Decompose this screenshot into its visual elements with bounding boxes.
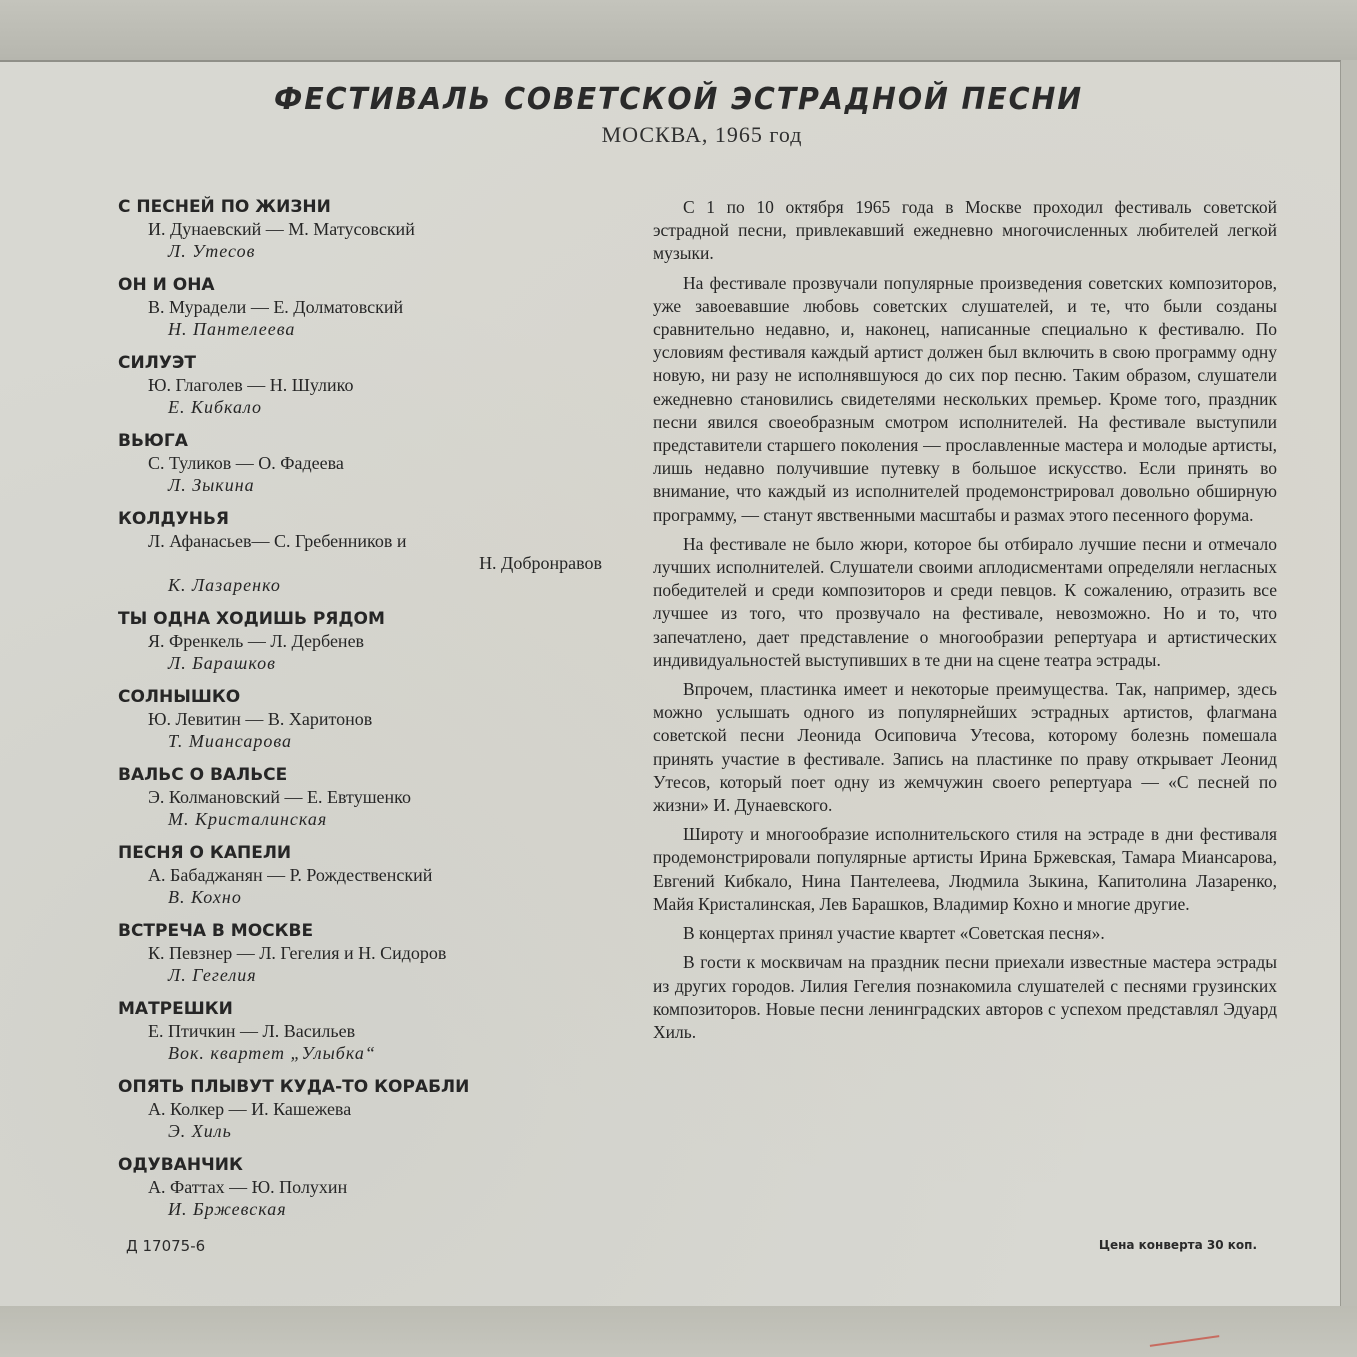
track-title: ОН И ОНА: [118, 275, 215, 295]
track-performer: М. Кристалинская: [168, 809, 328, 829]
sleeve-price: Цена конверта 30 коп.: [1098, 1238, 1257, 1252]
track-authors: В. Мурадели — Е. Долматовский: [148, 297, 404, 317]
track-title: ВАЛЬС О ВАЛЬСЕ: [118, 765, 288, 785]
track-item: [118, 608, 618, 675]
track-performer: Е. Кибкало: [168, 397, 263, 417]
track-performer: К. Лазаренко: [168, 575, 281, 595]
track-title: С ПЕСНЕЙ ПО ЖИЗНИ: [118, 197, 331, 217]
track-authors: А. Фаттах — Ю. Полухин: [148, 1177, 348, 1197]
track-title: ВСТРЕЧА В МОСКВЕ: [118, 921, 314, 941]
track-item: [118, 920, 618, 987]
track-item: [118, 842, 618, 909]
track-title: СИЛУЭТ: [118, 353, 197, 373]
track-item: [118, 1154, 618, 1221]
liner-notes-paragraph: Широту и многообразие исполнительского стиля на эстраде в дни фестиваля продемонстрировали популярные артисты Ирина Бржевская, Тамара Миансарова, Евгений Кибкало, Нина Пантелеева, Людмила Зыкина, Капитолина Лазаренко, Майя Кристалинская, Лев Барашков, Владимир Кохно и многие другие.: [653, 824, 1277, 914]
track-title: ОПЯТЬ ПЛЫВУТ КУДА-ТО КОРАБЛИ: [118, 1077, 470, 1097]
track-authors: К. Певзнер — Л. Гегелия и Н. Сидоров: [148, 943, 447, 963]
track-title: ВЬЮГА: [118, 431, 188, 451]
track-authors: С. Туликов — О. Фадеева: [148, 453, 344, 473]
track-list: [118, 196, 618, 1232]
liner-notes: [653, 196, 1277, 1050]
liner-notes-paragraph: В гости к москвичам на праздник песни приехали известные мастера эстрады из других городов. Лилия Гегелия познакомила слушателей с песнями грузинских композиторов. Новые песни ленинградских авторов с успехом представлял Эдуард Хиль.: [653, 952, 1277, 1042]
track-performer: И. Бржевская: [168, 1199, 287, 1219]
track-performer: Э. Хиль: [168, 1121, 232, 1141]
track-authors: И. Дунаевский — М. Матусовский: [148, 219, 415, 239]
liner-notes-paragraph: С 1 по 10 октября 1965 года в Москве проходил фестиваль советской эстрадной песни, привлекавший ежедневно многочисленных любителей легкой музыки.: [653, 197, 1277, 264]
track-item: [118, 508, 618, 597]
track-authors: Л. Афанасьев— С. Гребенников и: [148, 531, 407, 551]
track-title: ОДУВАНЧИК: [118, 1155, 243, 1175]
track-item: [118, 764, 618, 831]
track-performer: Л. Гегелия: [168, 965, 257, 985]
track-title: ТЫ ОДНА ХОДИШЬ РЯДОМ: [118, 609, 385, 629]
track-performer: В. Кохно: [168, 887, 242, 907]
track-authors: А. Бабаджанян — Р. Рождественский: [148, 865, 433, 885]
liner-notes-paragraph: На фестивале не было жюри, которое бы отбирало лучшие песни и отмечало лучших исполнителей. Слушатели своими аплодисментами определяли негласных победителей и среди композиторов и среди певцов. К сожалению, отразить все лучшее из того, что прозвучало на фестивале, невозможно. Но и то, что запечатлено, дает представление о многообразии репертуара и артистических индивидуальностей выступивших в те дни на сцене театра эстрады.: [653, 533, 1277, 670]
track-title: МАТРЕШКИ: [118, 999, 233, 1019]
track-authors: Е. Птичкин — Л. Васильев: [148, 1021, 356, 1041]
track-performer: Л. Утесов: [168, 241, 256, 261]
track-title: КОЛДУНЬЯ: [118, 509, 229, 529]
track-title: ПЕСНЯ О КАПЕЛИ: [118, 843, 292, 863]
sleeve-top-edge: [0, 0, 1357, 60]
track-item: [118, 196, 618, 263]
liner-notes-paragraph: Впрочем, пластинка имеет и некоторые преимущества. Так, например, здесь можно услышать одного из популярнейших эстрадных артистов, флагмана советской песни Леонида Осиповича Утесова, которому болезнь помешала принять участие в фестивале. Запись на пластинке по праву открывает Леонид Утесов, который поет одну из жемчужин своего репертуара — «С песней по жизни» И. Дунаевского.: [653, 679, 1277, 816]
track-item: [118, 352, 618, 419]
page-subtitle: МОСКВА, 1965 год: [601, 122, 803, 147]
track-item: [118, 1076, 618, 1143]
track-authors-continued: Н. Добронравов: [479, 553, 602, 573]
track-performer: Л. Зыкина: [168, 475, 255, 495]
track-item: [118, 274, 618, 341]
track-authors: Э. Колмановский — Е. Евтушенко: [148, 787, 412, 807]
liner-notes-paragraph: На фестивале прозвучали популярные произведения советских композиторов, уже завоевавшие любовь советских слушателей, и те, что были созданы сравнительно недавно, и, наконец, написанные специально к фестивалю. По условиям фестиваля каждый артист должен был включить в свою программу одну новую, ни разу не исполнявшуюся до сих пор песню. Таким образом, слушатели ежедневно становились свидетелями нескольких премьер. Кроме того, праздник песни явился своеобразным смотром исполнителей. На фестивале выступили представители старшего поколения — прославленные мастера и молодые артисты, лишь недавно получившие путевку в большое искусство. Если принять во внимание, что каждый из исполнителей продемонстрировал довольно обширную программу, — станут явственными масштабы и размах этого песенного форума.: [653, 272, 1277, 525]
track-title: СОЛНЫШКО: [118, 687, 241, 707]
page-title: ФЕСТИВАЛЬ СОВЕТСКОЙ ЭСТРАДНОЙ ПЕСНИ: [274, 82, 1083, 117]
track-authors: Ю. Левитин — В. Харитонов: [148, 709, 373, 729]
track-item: [118, 998, 618, 1065]
track-item: [118, 686, 618, 753]
track-authors: Я. Френкель — Л. Дербенев: [148, 631, 365, 651]
track-authors: А. Колкер — И. Кашежева: [148, 1099, 352, 1119]
track-performer: Л. Барашков: [168, 653, 276, 673]
track-performer: Н. Пантелеева: [168, 319, 296, 339]
track-performer: Т. Миансарова: [168, 731, 293, 751]
catalog-number: Д 17075-6: [126, 1237, 206, 1255]
track-authors: Ю. Глаголев — Н. Шулико: [148, 375, 354, 395]
track-item: [118, 430, 618, 497]
track-performer: Вок. квартет „Улыбка“: [168, 1043, 376, 1063]
liner-notes-paragraph: В концертах принял участие квартет «Советская песня».: [683, 923, 1105, 944]
